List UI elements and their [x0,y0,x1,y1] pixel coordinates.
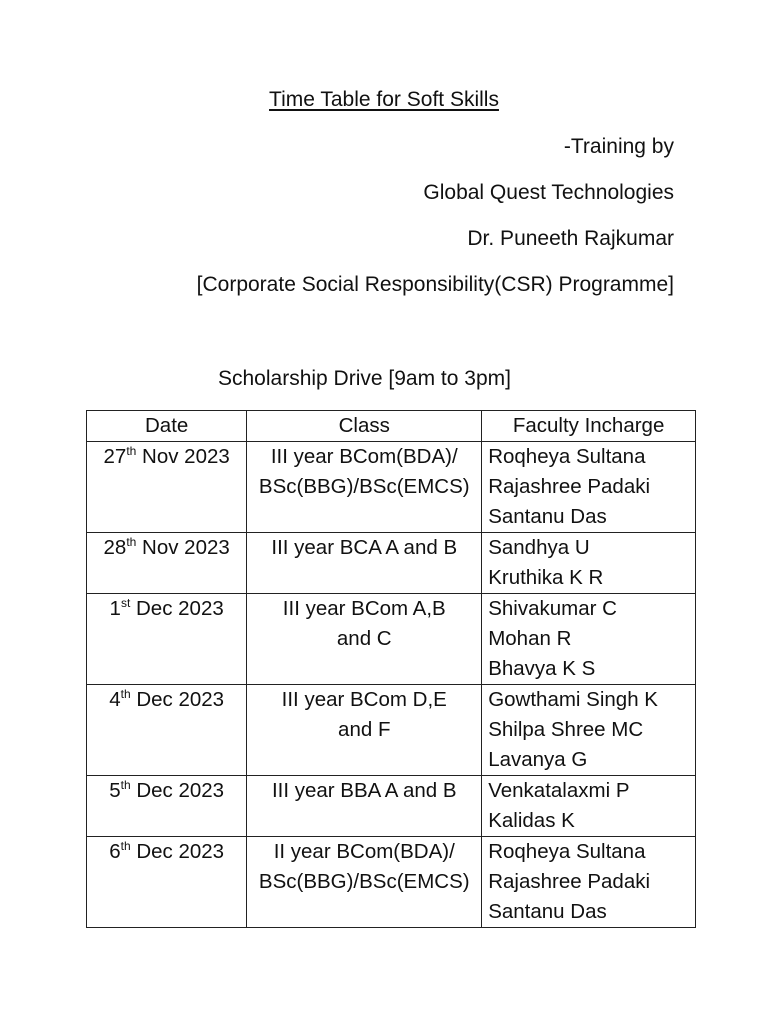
date-cell [87,594,247,685]
date-day: 1 [109,597,121,620]
company-name: Global Quest Technologies [423,181,674,204]
faculty-name: Lavanya G [488,748,588,771]
date-cell [87,533,247,594]
faculty-name: Kalidas K [488,809,575,832]
faculty-name: Venkatalaxmi P [488,779,630,802]
table-row [87,837,696,928]
faculty-name: Rajashree Padaki [488,870,651,893]
date-month-year: Dec 2023 [136,688,225,711]
table-row [87,776,696,837]
class-line: III year BCA A and B [271,536,458,559]
date-day: 6 [109,840,121,863]
date-month-year: Nov 2023 [142,536,230,559]
date-cell [87,776,247,837]
faculty-cell [482,837,696,928]
schedule-table [86,410,696,928]
class-cell [247,442,482,533]
column-header-faculty: Faculty Incharge [482,411,696,442]
class-line: and C [336,627,392,650]
schedule-subtitle: Scholarship Drive [9am to 3pm] [218,367,511,390]
table-row [87,442,696,533]
faculty-name: Rajashree Padaki [488,475,651,498]
trainer-name: Dr. Puneeth Rajkumar [467,227,674,250]
class-line: III year BBA A and B [271,779,457,802]
faculty-name: Kruthika K R [488,566,604,589]
faculty-cell [482,776,696,837]
class-line: and F [338,718,391,741]
table-header-row [87,411,696,442]
date-ordinal-suffix: th [120,778,131,792]
date-cell [87,685,247,776]
date-month-year: Dec 2023 [136,597,224,620]
document-title: Time Table for Soft Skills [269,88,499,111]
date-ordinal-suffix: th [120,687,131,701]
date-day: 27 [103,445,127,468]
faculty-cell [482,442,696,533]
date-ordinal-suffix: th [120,839,131,853]
class-cell [247,533,482,594]
table-row [87,533,696,594]
class-line: BSc(BBG)/BSc(EMCS) [258,870,470,893]
faculty-name: Shivakumar C [488,597,617,620]
faculty-name: Roqheya Sultana [488,840,646,863]
faculty-cell [482,685,696,776]
class-line: BSc(BBG)/BSc(EMCS) [258,475,470,498]
schedule-table-body [87,442,696,928]
date-month-year: Dec 2023 [136,779,225,802]
class-cell [247,594,482,685]
faculty-name: Roqheya Sultana [488,445,646,468]
training-by-line: -Training by [563,135,674,158]
column-header-date: Date [87,411,247,442]
date-month-year: Dec 2023 [136,840,225,863]
class-cell [247,776,482,837]
programme-name: [Corporate Social Responsibility(CSR) Programme] [196,273,674,296]
column-header-class: Class [247,411,482,442]
faculty-cell [482,533,696,594]
date-cell [87,442,247,533]
faculty-name: Shilpa Shree MC [488,718,644,741]
faculty-name: Sandhya U [488,536,590,559]
class-line: III year BCom A,B [282,597,446,620]
date-cell [87,837,247,928]
class-line: III year BCom D,E [281,688,447,711]
class-cell [247,837,482,928]
date-month-year: Nov 2023 [142,445,230,468]
date-ordinal-suffix: th [126,444,137,458]
date-day: 28 [103,536,127,559]
faculty-name: Santanu Das [488,505,607,528]
table-row [87,685,696,776]
table-row [87,594,696,685]
faculty-name: Bhavya K S [488,657,596,680]
date-day: 4 [109,688,121,711]
faculty-cell [482,594,696,685]
class-line: II year BCom(BDA)/ [273,840,455,863]
date-ordinal-suffix: th [126,535,137,549]
faculty-name: Mohan R [488,627,572,650]
faculty-name: Santanu Das [488,900,607,923]
class-cell [247,685,482,776]
date-ordinal-suffix: st [120,596,131,610]
class-line: III year BCom(BDA)/ [270,445,458,468]
date-day: 5 [109,779,121,802]
faculty-name: Gowthami Singh K [488,688,658,711]
